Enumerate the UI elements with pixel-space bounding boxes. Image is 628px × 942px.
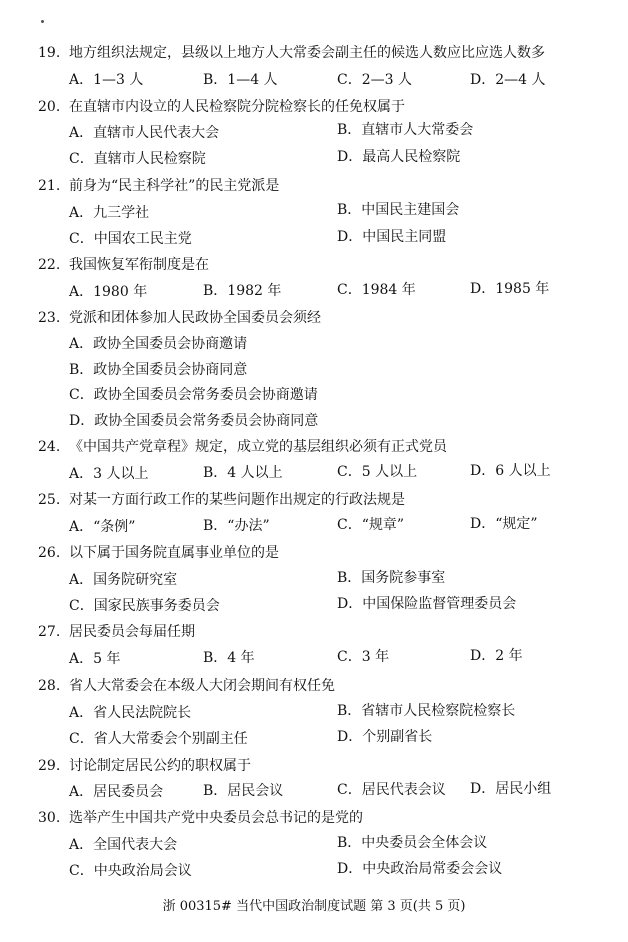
option-21-d: D．中国民主同盟 (337, 229, 447, 245)
question-number: 28. (38, 678, 61, 694)
option-29-c: C．居民代表会议 (337, 782, 446, 798)
question-stem: 讨论制定居民公约的职权属于 (69, 758, 251, 774)
question-number: 20. (38, 99, 61, 115)
option-27-d: D．2 年 (470, 648, 523, 664)
option-25-c: C．“规章” (337, 517, 405, 533)
option-29-d: D．居民小组 (470, 781, 552, 797)
option-23-d: D．政协全国委员会常务委员会协商同意 (69, 413, 319, 429)
option-19-b: B．1—4 人 (203, 72, 278, 88)
option-28-b: B．省辖市人民检察院检察长 (337, 703, 516, 719)
option-19-d: D．2—4 人 (470, 72, 546, 88)
option-27-c: C．3 年 (337, 649, 390, 665)
question-19 (38, 44, 613, 62)
option-30-b: B．中央委员会全体会议 (337, 835, 488, 851)
option-27-b: B．4 年 (203, 650, 255, 666)
option-27-a: A．5 年 (69, 651, 121, 667)
question-22 (38, 256, 613, 274)
option-22-a: A．1980 年 (69, 284, 148, 300)
question-number: 30. (38, 810, 61, 826)
option-28-c: C．省人大常委会个别副主任 (69, 731, 248, 747)
question-stem: 选举产生中国共产党中央委员会总书记的是党的 (69, 810, 363, 826)
option-24-d: D．6 人以上 (470, 463, 551, 479)
option-21-c: C．中国农工民主党 (69, 231, 192, 247)
option-22-c: C．1984 年 (337, 282, 416, 298)
option-23-c: C．政协全国委员会常务委员会协商邀请 (69, 387, 318, 403)
option-24-c: C．5 人以上 (337, 464, 418, 480)
option-29-a: A．居民委员会 (69, 784, 164, 800)
question-stem: 居民委员会每届任期 (69, 624, 195, 640)
question-stem: 对某一方面行政工作的某些问题作出规定的行政法规是 (69, 492, 405, 508)
question-number: 29. (38, 758, 61, 774)
question-23 (38, 309, 613, 327)
option-26-d: D．中国保险监督管理委员会 (337, 596, 517, 612)
option-25-b: B．“办法” (203, 518, 270, 534)
option-24-b: B．4 人以上 (203, 465, 283, 481)
option-21-b: B．中国民主建国会 (337, 202, 460, 218)
scan-mark (41, 20, 44, 23)
question-number: 25. (38, 492, 61, 508)
question-number: 23. (38, 310, 61, 326)
option-26-a: A．国务院研究室 (69, 572, 178, 588)
option-28-a: A．省人民法院院长 (69, 705, 192, 721)
question-number: 24. (38, 439, 61, 455)
option-26-b: B．国务院参事室 (337, 570, 446, 586)
question-26 (38, 544, 613, 562)
question-stem: 党派和团体参加人民政协全国委员会须经 (69, 310, 321, 326)
option-19-c: C．2—3 人 (337, 72, 412, 88)
question-25 (38, 491, 613, 509)
option-30-d: D．中央政治局常委会会议 (337, 861, 503, 877)
option-22-d: D．1985 年 (470, 281, 550, 297)
option-25-d: D．“规定” (470, 516, 538, 532)
question-stem: 前身为“民主科学社”的民主党派是 (69, 178, 280, 194)
option-30-c: C．中央政治局会议 (69, 863, 192, 879)
question-stem: 地方组织法规定，县级以上地方人大常委会副主任的候选人数应比应选人数多 (69, 45, 545, 61)
option-22-b: B．1982 年 (203, 283, 282, 299)
question-stem: 我国恢复军衔制度是在 (69, 257, 209, 273)
option-30-a: A．全国代表大会 (69, 837, 178, 853)
question-21 (38, 177, 613, 195)
question-24 (38, 438, 613, 456)
question-29 (38, 757, 613, 775)
question-number: 22. (38, 257, 61, 273)
question-20 (38, 98, 613, 116)
option-20-c: C．直辖市人民检察院 (69, 151, 206, 167)
question-number: 27. (38, 624, 61, 640)
option-24-a: A．3 人以上 (69, 466, 149, 482)
option-29-b: B．居民会议 (203, 783, 284, 799)
question-27 (38, 623, 613, 641)
option-23-a: A．政协全国委员会协商邀请 (69, 336, 248, 352)
option-25-a: A．“条例” (69, 519, 136, 535)
option-28-d: D．个别副省长 (337, 729, 433, 745)
option-20-d: D．最高人民检察院 (337, 149, 461, 165)
page-footer: 浙 00315# 当代中国政治制度试题 第 3 页(共 5 页) (162, 899, 466, 914)
option-23-b: B．政协全国委员会协商同意 (69, 362, 248, 378)
question-stem: 省人大常委会在本级人大闭会期间有权任免 (69, 678, 335, 694)
question-stem: 在直辖市内设立的人民检察院分院检察长的任免权属于 (69, 99, 405, 115)
question-stem: 《中国共产党章程》规定，成立党的基层组织必须有正式党员 (69, 439, 447, 455)
option-20-b: B．直辖市人大常委会 (337, 122, 474, 138)
question-number: 21. (38, 178, 61, 194)
option-19-a: A．1—3 人 (69, 72, 144, 88)
question-number: 26. (38, 545, 61, 561)
question-28 (38, 677, 613, 695)
question-stem: 以下属于国务院直属事业单位的是 (69, 545, 279, 561)
question-number: 19. (38, 45, 61, 61)
option-21-a: A．九三学社 (69, 205, 150, 221)
option-20-a: A．直辖市人民代表大会 (69, 125, 220, 141)
question-30 (38, 809, 613, 827)
option-26-c: C．国家民族事务委员会 (69, 598, 220, 614)
